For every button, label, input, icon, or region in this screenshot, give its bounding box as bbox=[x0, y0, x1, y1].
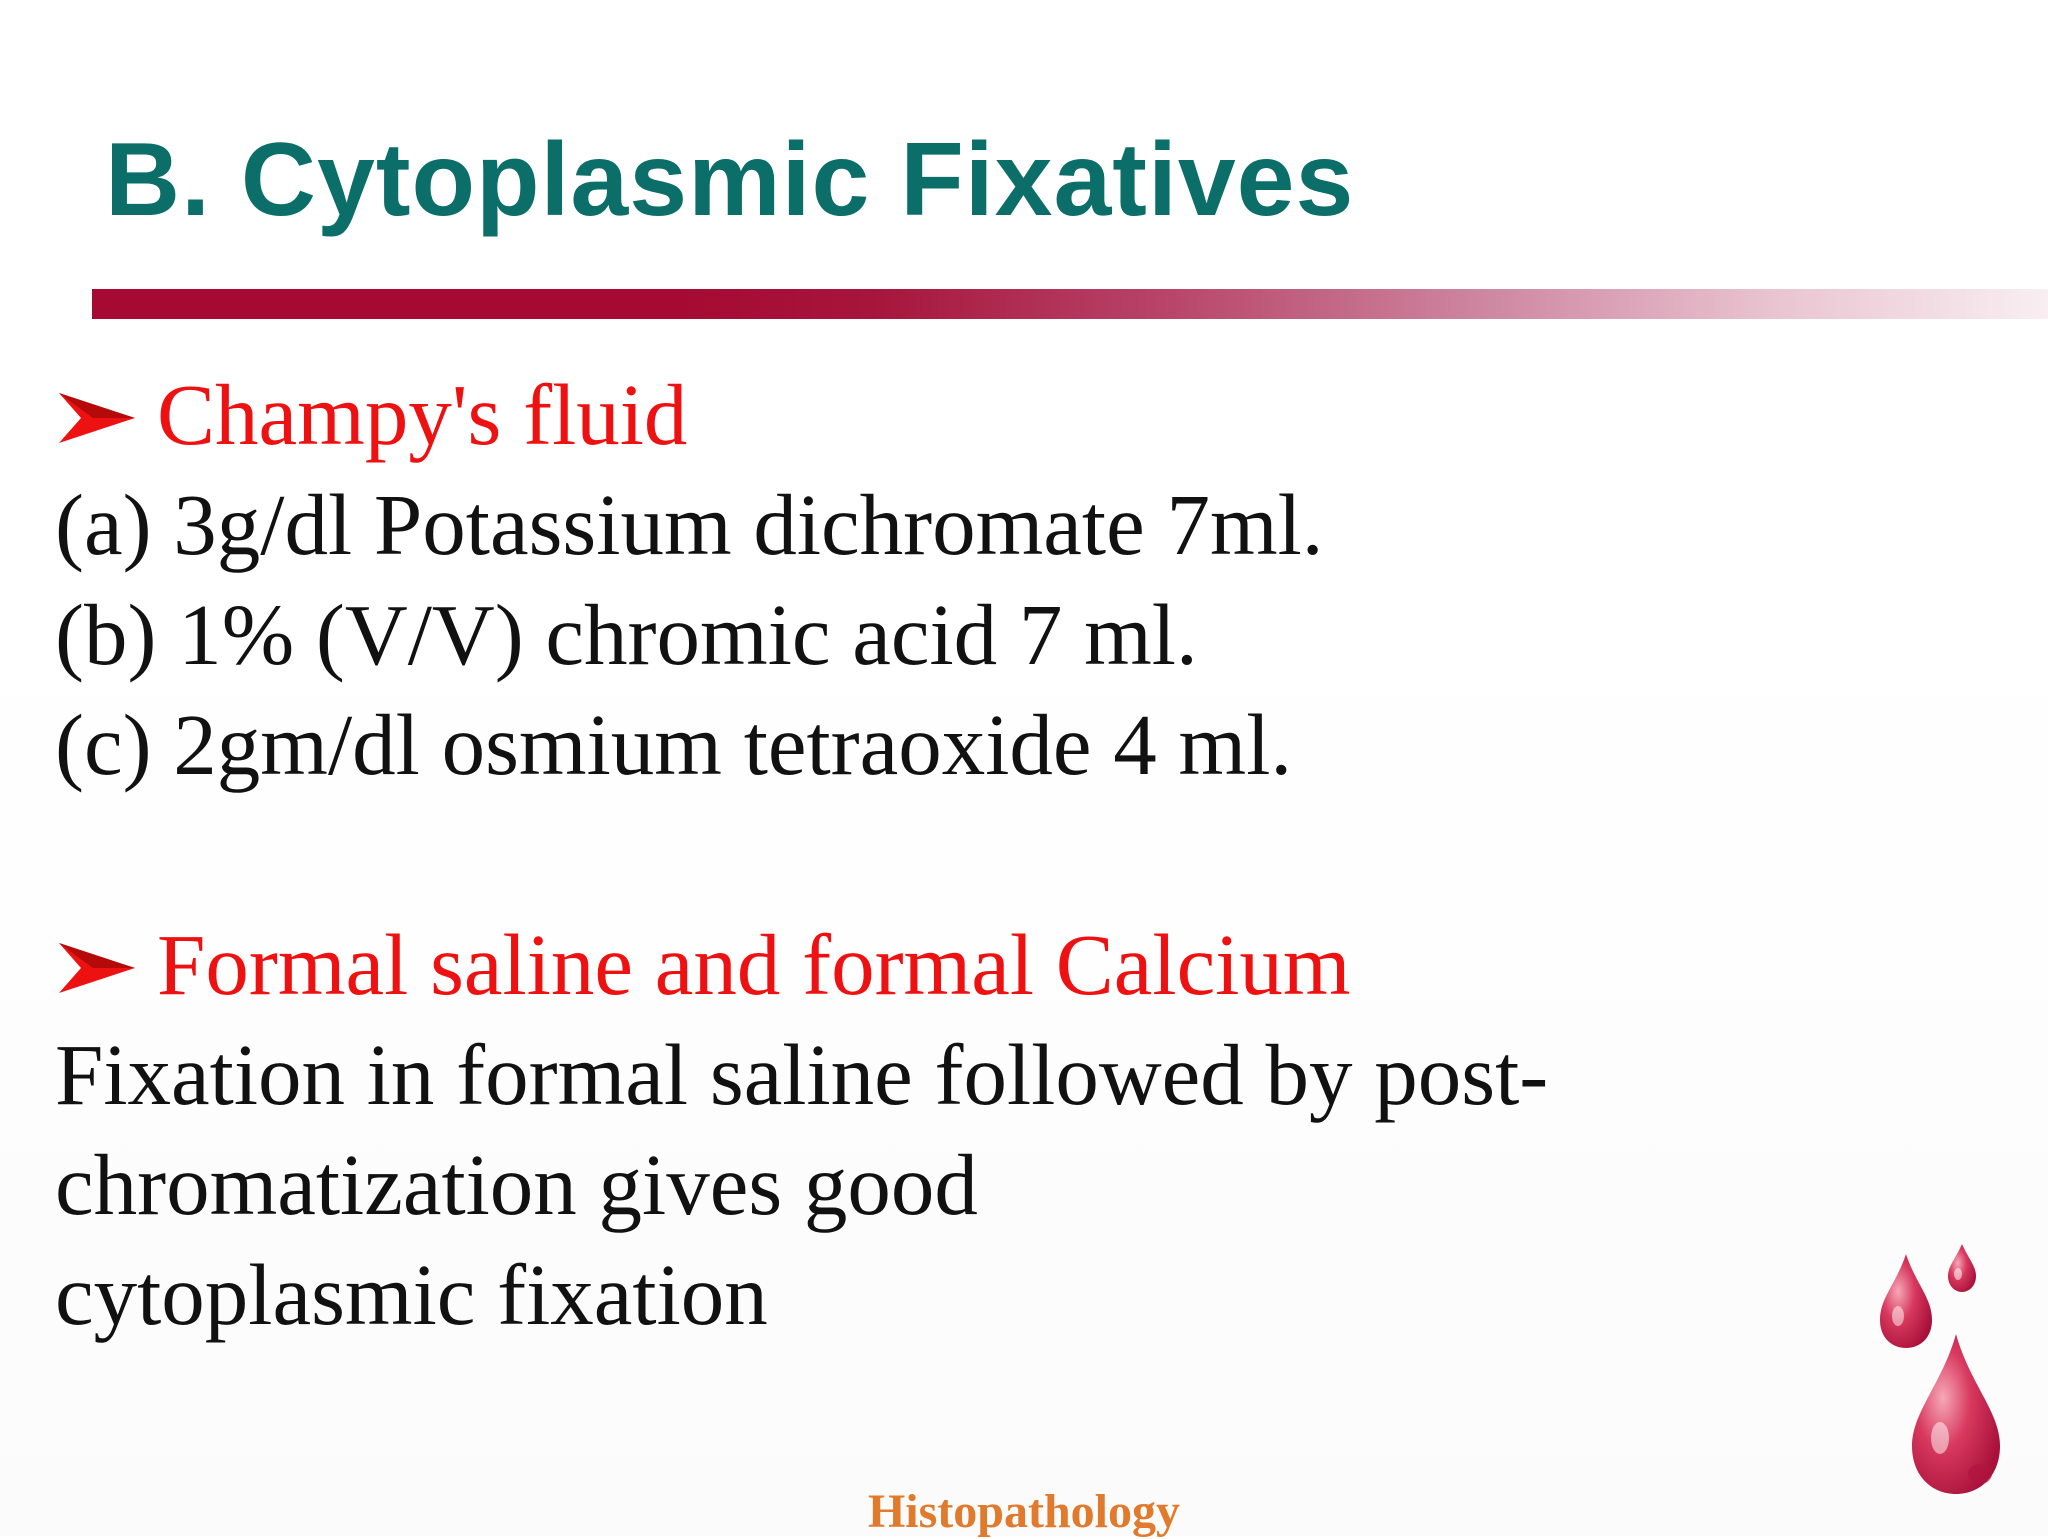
slide-content bbox=[55, 360, 2015, 1350]
blood-drops-icon bbox=[1876, 1224, 2016, 1504]
section-spacer bbox=[55, 800, 2015, 910]
champy-ingredient-c: (c) 2gm/dl osmium tetraoxide 4 ml. bbox=[55, 696, 1293, 793]
title-divider bbox=[92, 289, 2048, 319]
formal-saline-line-2: chromatization gives good bbox=[55, 1136, 978, 1233]
section-heading-text: Formal saline and formal Calcium bbox=[157, 916, 1351, 1013]
section-heading-champys-fluid bbox=[55, 360, 2015, 470]
arrowhead-bullet-icon bbox=[55, 360, 157, 470]
section-heading-text: Champy's fluid bbox=[157, 366, 688, 463]
arrowhead-bullet-icon bbox=[55, 910, 157, 1020]
champy-ingredient-b: (b) 1% (V/V) chromic acid 7 ml. bbox=[55, 586, 1198, 683]
footer-label: Histopathology bbox=[867, 1485, 1181, 1538]
champy-ingredient-a: (a) 3g/dl Potassium dichromate 7ml. bbox=[55, 476, 1324, 573]
formal-saline-line-1: Fixation in formal saline followed by post- bbox=[55, 1026, 1549, 1123]
section-heading-formal-saline bbox=[55, 910, 2015, 1020]
slide-title: B. Cytoplasmic Fixatives bbox=[105, 122, 1355, 238]
formal-saline-line-3: cytoplasmic fixation bbox=[55, 1246, 768, 1343]
